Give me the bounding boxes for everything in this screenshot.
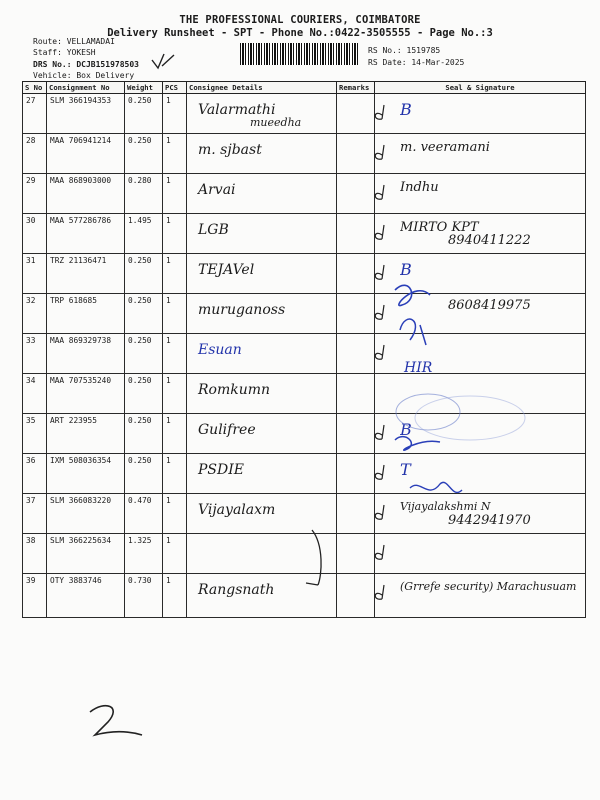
remarks-cell [337, 254, 375, 294]
consignee-name: Esuan [198, 342, 242, 358]
weight-cell: 0.250 [125, 294, 163, 334]
sno-cell: 31 [23, 254, 47, 294]
remarks-cell [337, 574, 375, 618]
pcs-cell: 1 [163, 374, 187, 414]
signature-cell [375, 94, 586, 134]
remarks-cell [337, 334, 375, 374]
pcs-cell: 1 [163, 214, 187, 254]
hir-note: HIR [404, 360, 433, 376]
signature-cell [375, 454, 586, 494]
signature-cell [375, 134, 586, 174]
col-consignee: Consignee Details [187, 82, 337, 94]
route-label: Route: VELLAMADAI [33, 37, 115, 46]
weight-cell: 0.250 [125, 374, 163, 414]
consignee-name: muruganoss [198, 302, 286, 318]
consignee-cell [187, 294, 337, 334]
weight-cell: 0.250 [125, 454, 163, 494]
weight-cell: 0.250 [125, 94, 163, 134]
signature-text: Vijayalakshmi N [400, 500, 491, 513]
table-row [23, 494, 586, 534]
consignment-cell: OTY 3883746 [47, 574, 125, 618]
consignee-name: PSDIE [198, 462, 244, 478]
signature-text: m. veeramani [400, 140, 490, 155]
signature-cell [375, 214, 586, 254]
remarks-cell [337, 534, 375, 574]
consignment-cell: SLM 366225634 [47, 534, 125, 574]
sno-cell: 36 [23, 454, 47, 494]
remarks-cell [337, 174, 375, 214]
consignee-name: m. sjbast [198, 142, 262, 158]
remarks-cell [337, 374, 375, 414]
weight-cell: 0.470 [125, 494, 163, 534]
vehicle-label: Vehicle: Box Delivery [33, 71, 135, 80]
consignee-name: Rangsnath [198, 582, 275, 598]
staff-label: Staff: YOKESH [33, 48, 96, 57]
sno-cell: 35 [23, 414, 47, 454]
consignee-name: TEJAVel [198, 262, 255, 278]
remarks-cell [337, 454, 375, 494]
sno-cell: 32 [23, 294, 47, 334]
pcs-cell: 1 [163, 134, 187, 174]
col-signature: Seal & Signature [375, 82, 586, 94]
consignee-cell [187, 134, 337, 174]
pcs-cell: 1 [163, 94, 187, 134]
weight-cell: 0.730 [125, 574, 163, 618]
sno-cell: 28 [23, 134, 47, 174]
signature-cell [375, 254, 586, 294]
consignee-name: Romkumn [198, 382, 271, 398]
sno-cell: 34 [23, 374, 47, 414]
consignment-cell: MAA 868903000 [47, 174, 125, 214]
sno-cell: 33 [23, 334, 47, 374]
table-row [23, 174, 586, 214]
signature-cell [375, 534, 586, 574]
sno-cell: 38 [23, 534, 47, 574]
signature-cell [375, 494, 586, 534]
consignment-cell: SLM 366083220 [47, 494, 125, 534]
consignee-cell [187, 214, 337, 254]
signature-text: B [400, 420, 412, 439]
signature-text: B [400, 100, 412, 119]
consignee-cell [187, 334, 337, 374]
phone-number: 9442941970 [448, 513, 531, 528]
consignee-cell [187, 494, 337, 534]
consignment-cell: MAA 707535240 [47, 374, 125, 414]
table-row [23, 334, 586, 374]
handwritten-tick-icon [150, 52, 176, 72]
pcs-cell: 1 [163, 574, 187, 618]
weight-cell: 1.495 [125, 214, 163, 254]
remarks-cell [337, 494, 375, 534]
signature-cell [375, 574, 586, 618]
weight-cell: 0.280 [125, 174, 163, 214]
consignee-name: Valarmathi [198, 102, 276, 118]
consignment-cell: ART 223955 [47, 414, 125, 454]
consignee-cell [187, 534, 337, 574]
consignee-note: mueedha [250, 116, 302, 129]
signature-text: B [400, 260, 412, 279]
consignee-cell [187, 254, 337, 294]
table-row [23, 534, 586, 574]
table-row [23, 294, 586, 334]
col-consignment: Consignment No [47, 82, 125, 94]
sno-cell: 27 [23, 94, 47, 134]
signature-text: Indhu [400, 180, 439, 195]
signature-text: (Grrefe security) Marachusuam [400, 580, 577, 593]
consignee-cell [187, 94, 337, 134]
remarks-cell [337, 294, 375, 334]
pcs-cell: 1 [163, 494, 187, 534]
consignee-cell [187, 414, 337, 454]
rs-number: RS No.: 1519785 [368, 46, 441, 55]
sno-cell: 29 [23, 174, 47, 214]
table-row [23, 454, 586, 494]
rs-date: RS Date: 14-Mar-2025 [368, 58, 465, 67]
table-row [23, 94, 586, 134]
runsheet-subtitle: Delivery Runsheet - SPT - Phone No.:0422-3505555 - Page No.:3 [107, 27, 493, 39]
consignee-cell [187, 454, 337, 494]
consignment-cell: IXM 508036354 [47, 454, 125, 494]
weight-cell: 0.250 [125, 334, 163, 374]
footer-mark-text [95, 700, 96, 701]
remarks-cell [337, 214, 375, 254]
col-weight: Weight [125, 82, 163, 94]
runsheet-table [22, 81, 586, 618]
sno-cell: 39 [23, 574, 47, 618]
signature-cell [375, 174, 586, 214]
pcs-cell: 1 [163, 294, 187, 334]
table-row [23, 214, 586, 254]
pcs-cell: 1 [163, 454, 187, 494]
weight-cell: 1.325 [125, 534, 163, 574]
table-row [23, 414, 586, 454]
sno-cell: 37 [23, 494, 47, 534]
signature-text: T [400, 460, 411, 479]
consignee-name: Vijayalaxm [198, 502, 276, 518]
consignee-cell [187, 574, 337, 618]
table-row [23, 574, 586, 618]
remarks-cell [337, 94, 375, 134]
table-row [23, 374, 586, 414]
table-header [23, 82, 586, 94]
consignment-cell: MAA 706941214 [47, 134, 125, 174]
phone-number: 8940411222 [448, 233, 531, 248]
signature-text: MIRTO KPT [400, 220, 479, 235]
consignee-cell [187, 174, 337, 214]
col-remarks: Remarks [337, 82, 375, 94]
consignee-name: Arvai [198, 182, 236, 198]
col-pcs: PCS [163, 82, 187, 94]
pcs-cell: 1 [163, 414, 187, 454]
signature-cell [375, 414, 586, 454]
signature-cell [375, 294, 586, 334]
consignment-cell: MAA 869329738 [47, 334, 125, 374]
consignment-cell: MAA 577286786 [47, 214, 125, 254]
phone-number: 8608419975 [448, 298, 531, 313]
company-title: THE PROFESSIONAL COURIERS, COIMBATORE [179, 14, 421, 26]
remarks-cell [337, 414, 375, 454]
pcs-cell: 1 [163, 174, 187, 214]
sno-cell: 30 [23, 214, 47, 254]
col-sno: S No [23, 82, 47, 94]
consignee-cell [187, 374, 337, 414]
weight-cell: 0.250 [125, 254, 163, 294]
consignee-name: Gulifree [198, 422, 256, 438]
remarks-cell [337, 134, 375, 174]
pcs-cell: 1 [163, 534, 187, 574]
consignment-cell: SLM 366194353 [47, 94, 125, 134]
pcs-cell: 1 [163, 254, 187, 294]
barcode [240, 43, 358, 65]
consignee-name: LGB [198, 222, 229, 238]
table-row [23, 134, 586, 174]
weight-cell: 0.250 [125, 414, 163, 454]
table-row [23, 254, 586, 294]
consignment-cell: TRZ 21136471 [47, 254, 125, 294]
drs-number: DRS No.: DCJB151978503 [33, 60, 139, 69]
signature-cell [375, 374, 586, 414]
pcs-cell: 1 [163, 334, 187, 374]
weight-cell: 0.250 [125, 134, 163, 174]
consignment-cell: TRP 618685 [47, 294, 125, 334]
footer-mark-icon [90, 706, 142, 735]
